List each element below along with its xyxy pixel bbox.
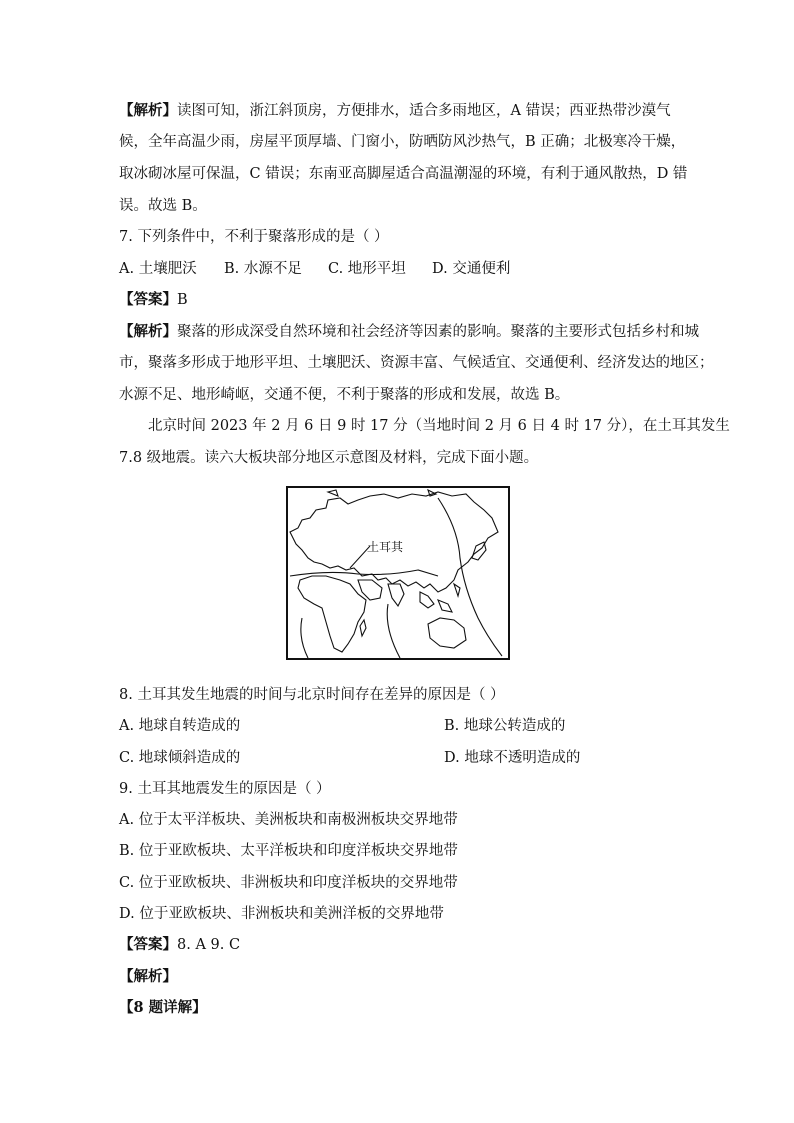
analysis-label: 【解析】	[119, 102, 177, 119]
q7-stem: 7. 下列条件中，不利于聚落形成的是（ ）	[119, 229, 389, 245]
q6-analysis-line-4: 误。故选 B。	[119, 198, 207, 214]
se-asia-islands	[420, 584, 460, 612]
q8-option-c: C. 地球倾斜造成的	[119, 750, 241, 766]
q7-answer: 【答案】B	[119, 291, 188, 308]
q9-stem: 9. 土耳其地震发生的原因是（ ）	[119, 781, 331, 797]
q9-option-d: D. 位于亚欧板块、非洲板块和美洲洋板的交界地带	[119, 906, 444, 922]
plate-boundary-indian	[387, 604, 400, 658]
answers-8-9: 【答案】8. A 9. C	[119, 936, 241, 953]
india	[388, 584, 404, 606]
q6-analysis-line-1: 【解析】读图可知，浙江斜顶房，方便排水，适合多雨地区，A 错误；西亚热带沙漠气	[119, 102, 671, 119]
map-label-turkey: 土耳其	[367, 540, 404, 554]
plate-map	[286, 486, 510, 660]
q7-option-c: C. 地形平坦	[328, 261, 406, 277]
q6-analysis-line-2: 候，全年高温少雨，房屋平顶厚墙、门窗小，防晒防风沙热气，B 正确；北极寒冷干燥，	[119, 134, 686, 150]
q8-option-a: A. 地球自转造成的	[119, 718, 241, 734]
plate-boundary-american	[301, 618, 308, 658]
q8-option-d: D. 地球不透明造成的	[444, 750, 581, 766]
material-line-2: 7.8 级地震。读六大板块部分地区示意图及材料，完成下面小题。	[119, 450, 539, 466]
australia	[428, 618, 466, 648]
q9-option-a: A. 位于太平洋板块、美洲板块和南极洲板块交界地带	[119, 812, 458, 828]
q7-analysis-line-3: 水源不足、地形崎岖，交通不便，不利于聚落的形成和发展，故选 B。	[119, 387, 570, 403]
q8-detail-heading: 【8 题详解】	[119, 999, 207, 1016]
q7-option-b: B. 水源不足	[224, 261, 302, 277]
q8-option-b: B. 地球公转造成的	[444, 718, 566, 734]
q8-stem: 8. 土耳其发生地震的时间与北京时间存在差异的原因是（ ）	[119, 687, 505, 703]
q7-analysis-line-2: 市，聚落多形成于地形平坦、土壤肥沃、资源丰富、气候适宜、交通便利、经济发达的地区；	[119, 355, 714, 371]
q7-option-d: D. 交通便利	[432, 261, 511, 277]
q9-option-b: B. 位于亚欧板块、太平洋板块和印度洋板块交界地带	[119, 843, 458, 859]
plate-map-drawing	[288, 488, 508, 658]
plate-boundary-pacific	[438, 498, 502, 656]
q7-option-a: A. 土壤肥沃	[119, 261, 197, 277]
madagascar	[360, 620, 366, 636]
material-line-1: 北京时间 2023 年 2 月 6 日 9 时 17 分（当地时间 2 月 6 日 4 时 17 分），在土耳其发生	[148, 418, 730, 434]
q9-option-c: C. 位于亚欧板块、非洲板块和印度洋板块的交界地带	[119, 875, 458, 891]
q7-analysis-line-1: 【解析】聚落的形成深受自然环境和社会经济等因素的影响。聚落的主要形式包括乡村和城	[119, 323, 699, 340]
africa-coast	[298, 576, 366, 652]
analysis-heading: 【解析】	[119, 968, 177, 985]
q6-analysis-line-3: 取冰砌冰屋可保温，C 错误；东南亚高脚屋适合高温潮湿的环境，有利于通风散热，D 错	[119, 166, 688, 182]
